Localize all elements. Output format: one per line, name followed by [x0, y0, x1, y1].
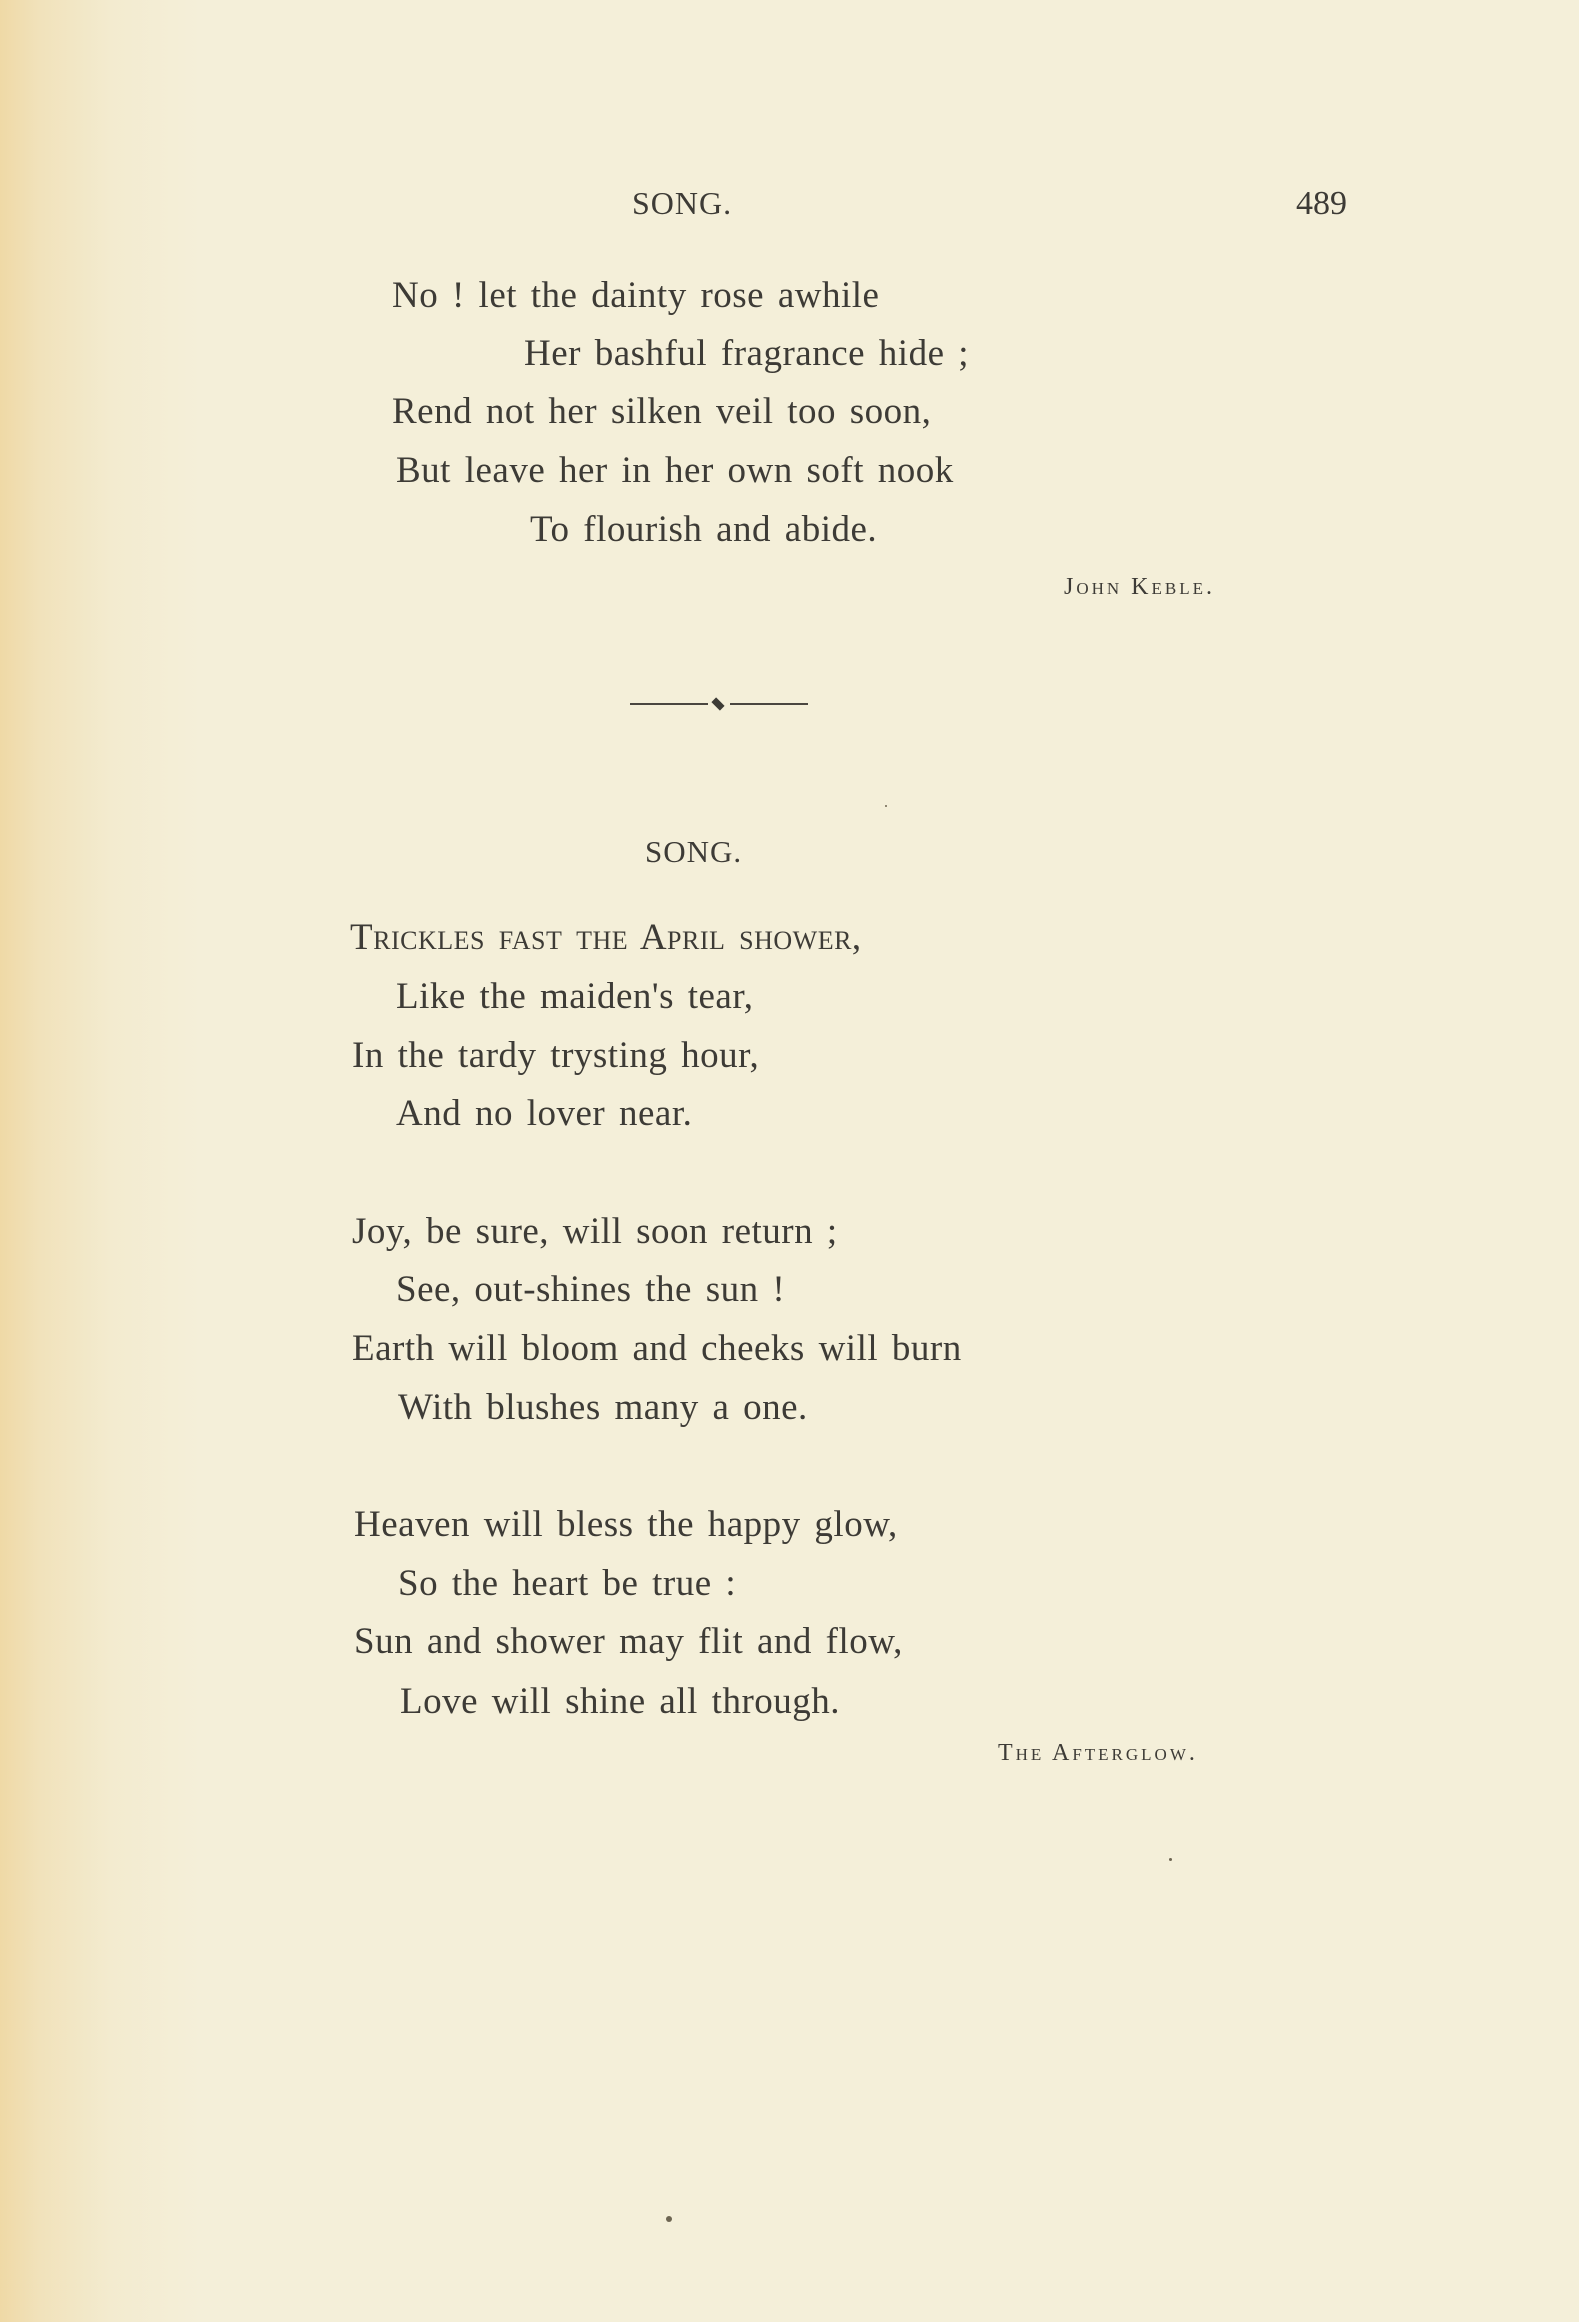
page-number: 489 — [1296, 185, 1347, 222]
poem-line: No ! let the dainty rose awhile — [392, 275, 880, 316]
poem-line: See, out-shines the sun ! — [396, 1269, 786, 1310]
poem-line: Love will shine all through. — [400, 1681, 841, 1722]
poem-line: In the tardy trysting hour, — [352, 1035, 760, 1076]
poem-line: With blushes many a one. — [398, 1387, 808, 1428]
attribution: The Afterglow. — [998, 1740, 1198, 1766]
poem-line: Her bashful fragrance hide ; — [524, 333, 970, 374]
poem-line: Joy, be sure, will soon return ; — [352, 1211, 838, 1252]
poem-line: Rend not her silken veil too soon, — [392, 391, 932, 432]
paper-speck — [1169, 1858, 1172, 1861]
poem-line: Trickles fast the April shower, — [350, 917, 862, 958]
running-head — [0, 185, 1579, 235]
poem-line: To flourish and abide. — [530, 509, 878, 550]
attribution: John Keble. — [1064, 574, 1215, 600]
poem-line: So the heart be true : — [398, 1563, 737, 1604]
poem-line: Like the maiden's tear, — [396, 976, 754, 1017]
poem-line: Sun and shower may flit and flow, — [354, 1621, 903, 1662]
poem-line: Heaven will bless the happy glow, — [354, 1504, 898, 1545]
poem-title: SONG. — [645, 834, 743, 869]
poem-line: And no lover near. — [396, 1093, 693, 1134]
paper-speck — [885, 805, 887, 807]
poem-line: But leave her in her own soft nook — [396, 450, 954, 491]
running-title: SONG. — [632, 185, 733, 221]
poem-line: Earth will bloom and cheeks will burn — [352, 1328, 962, 1369]
section-divider-ornament — [630, 696, 808, 712]
paper-speck — [666, 2216, 672, 2222]
